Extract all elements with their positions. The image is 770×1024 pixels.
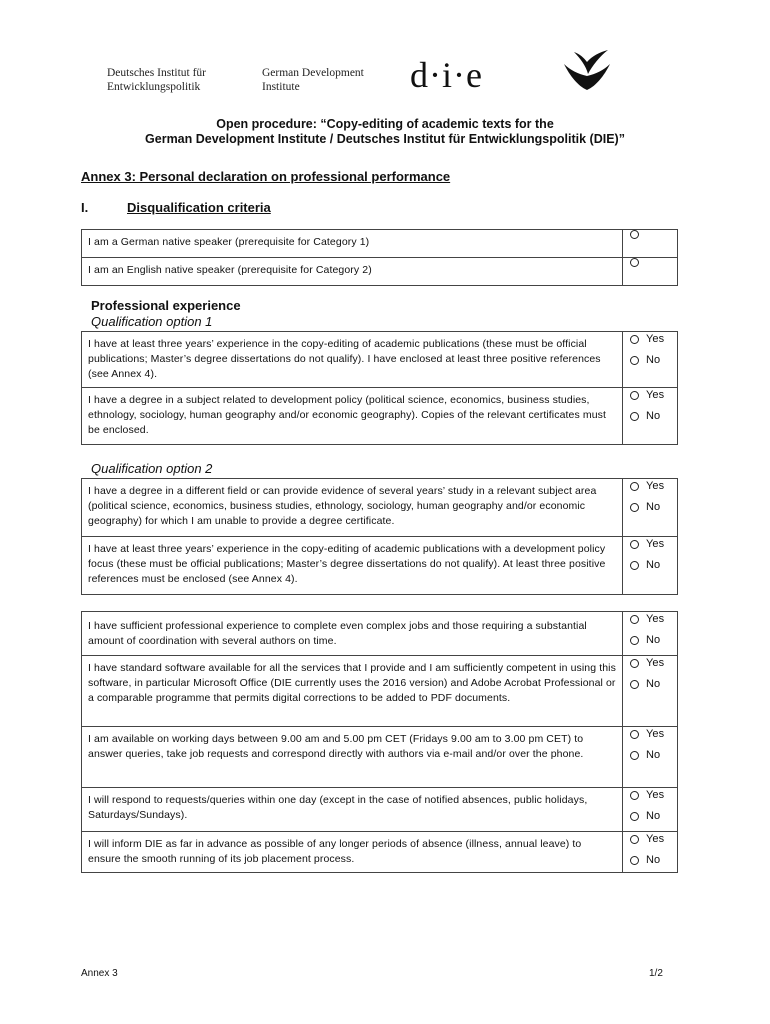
radio-no[interactable] (630, 503, 639, 512)
criterion-text: I will respond to requests/queries within one day (except in the case of notified absences, public holidays, Saturdays/Sundays). (82, 788, 623, 832)
qualification-option-2-table (81, 478, 678, 595)
no-label: No (646, 559, 661, 571)
no-label: No (646, 634, 661, 646)
table-row (82, 656, 678, 727)
die-wordmark: d·i·e (410, 55, 483, 95)
radio-no[interactable] (630, 856, 639, 865)
qualification-option-1-table (81, 331, 678, 445)
yes-no-cell (623, 727, 678, 788)
logo-line: Entwicklungspolitik (107, 81, 201, 93)
criterion-text: I have at least three years’ experience in the copy-editing of academic publications (these must be official publications; Master’s degree dissertations do not qualify). I have enclosed at least three positive references (see Annex 4). (82, 332, 623, 388)
no-label: No (646, 749, 661, 761)
radio-yes[interactable] (630, 335, 639, 344)
criterion-text: I have a degree in a subject related to development policy (political science, economics, business studies, ethnology, sociology, human geography and/or economic geography). Copies of the relevant certificates must be enclosed. (82, 388, 623, 445)
radio-yes[interactable] (630, 835, 639, 844)
logo-line: Deutsches Institut für (107, 67, 207, 79)
criterion-text: I am a German native speaker (prerequisite for Category 1) (82, 230, 623, 258)
professional-experience-heading: Professional experience (91, 298, 241, 313)
yes-label: Yes (646, 657, 665, 669)
table-row (82, 832, 678, 873)
no-label: No (646, 678, 661, 690)
section-title: Disqualification criteria (127, 200, 271, 215)
page-number: 1/2 (649, 968, 663, 979)
radio-yes[interactable] (630, 540, 639, 549)
no-label: No (646, 501, 661, 513)
table-row (82, 537, 678, 595)
section-number: I. (81, 200, 89, 215)
radio-no[interactable] (630, 636, 639, 645)
criterion-text: I am an English native speaker (prerequisite for Category 2) (82, 258, 623, 286)
yes-label: Yes (646, 789, 665, 801)
table-row (82, 479, 678, 537)
yes-no-cell (623, 479, 678, 537)
logo-german-name (107, 66, 206, 94)
yes-label: Yes (646, 333, 665, 345)
qualification-option-1-label: Qualification option 1 (91, 314, 213, 329)
radio-option[interactable] (630, 230, 639, 239)
criterion-text: I have standard software available for all the services that I provide and I am sufficiently competent in using this software, in particular Microsoft Office (DIE currently uses the 2016 version) and Adobe Acrobat Professional or a comparable programme that permits digital corrections to be added to PDF documents. (82, 656, 623, 727)
no-label: No (646, 354, 661, 366)
yes-no-cell (623, 388, 678, 445)
yes-label: Yes (646, 833, 665, 845)
logo-line: German Development (262, 67, 364, 79)
annex-heading: Annex 3: Personal declaration on professional performance (81, 169, 451, 184)
table-row (82, 332, 678, 388)
radio-yes[interactable] (630, 730, 639, 739)
criterion-text: I have a degree in a different field or can provide evidence of several years’ study in a relevant subject area (political science, economics, business studies, ethnology, sociology, human geography and/or economic geography) for which I am unable to provide a degree certificate. (82, 479, 623, 537)
logo-english-name (262, 66, 364, 94)
qualification-option-2-label: Qualification option 2 (91, 461, 213, 476)
title-line-2: German Development Institute / Deutsches Institut für Entwicklungspolitik (DIE)” (145, 132, 625, 146)
no-label: No (646, 410, 661, 422)
radio-yes[interactable] (630, 791, 639, 800)
option-cell (623, 230, 678, 258)
general-requirements-table (81, 611, 678, 873)
no-label: No (646, 810, 661, 822)
yes-label: Yes (646, 538, 665, 550)
yes-no-cell (623, 332, 678, 388)
table-row (82, 230, 678, 258)
criterion-text: I have at least three years’ experience in the copy-editing of academic publications with a development policy focus (these must be official publications; Master’s degree dissertations do not qualify). At least three positive references must be enclosed (see Annex 4). (82, 537, 623, 595)
no-label: No (646, 854, 661, 866)
yes-no-cell (623, 537, 678, 595)
radio-no[interactable] (630, 412, 639, 421)
yes-no-cell (623, 832, 678, 873)
table-row (82, 612, 678, 656)
yes-label: Yes (646, 613, 665, 625)
disqualification-table (81, 229, 678, 286)
radio-yes[interactable] (630, 391, 639, 400)
footer-annex: Annex 3 (81, 968, 118, 979)
yes-label: Yes (646, 480, 665, 492)
yes-label: Yes (646, 728, 665, 740)
table-row (82, 388, 678, 445)
yes-no-cell (623, 656, 678, 727)
option-cell (623, 258, 678, 286)
criterion-text: I will inform DIE as far in advance as possible of any longer periods of absence (illness, annual leave) to ensure the smooth running of its job placement process. (82, 832, 623, 873)
table-row (82, 788, 678, 832)
die-emblem-icon (560, 46, 614, 96)
document-title (0, 117, 770, 147)
yes-label: Yes (646, 389, 665, 401)
radio-option[interactable] (630, 258, 639, 267)
table-row (82, 258, 678, 286)
logo-line: Institute (262, 81, 300, 93)
radio-yes[interactable] (630, 659, 639, 668)
radio-no[interactable] (630, 561, 639, 570)
yes-no-cell (623, 612, 678, 656)
radio-no[interactable] (630, 812, 639, 821)
yes-no-cell (623, 788, 678, 832)
radio-no[interactable] (630, 356, 639, 365)
criterion-text: I have sufficient professional experience to complete even complex jobs and those requiring a substantial amount of coordination with several authors on time. (82, 612, 623, 656)
criterion-text: I am available on working days between 9.00 am and 5.00 pm CET (Fridays 9.00 am to 3.00 pm CET) to answer queries, take job requests and correspond directly with authors via e-mail and/or over the phone. (82, 727, 623, 788)
radio-no[interactable] (630, 680, 639, 689)
title-line-1: Open procedure: “Copy-editing of academic texts for the (216, 117, 554, 131)
radio-yes[interactable] (630, 482, 639, 491)
table-row (82, 727, 678, 788)
radio-no[interactable] (630, 751, 639, 760)
radio-yes[interactable] (630, 615, 639, 624)
